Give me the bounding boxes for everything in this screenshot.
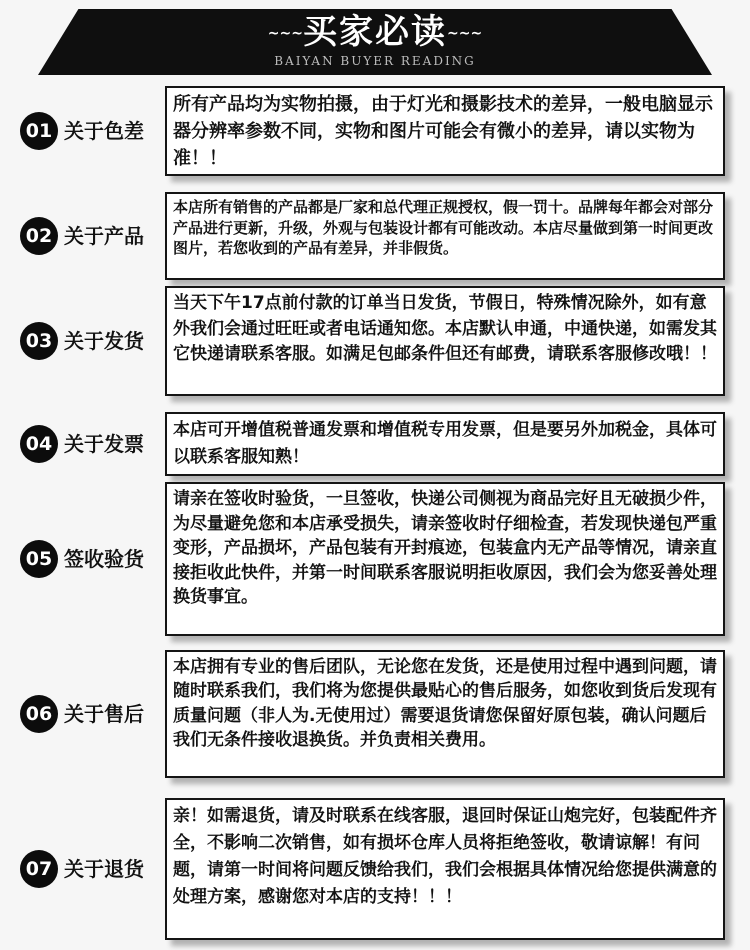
- number-badge: 03: [20, 322, 58, 360]
- notice-text-box: 本店拥有专业的售后团队，无论您在发货，还是使用过程中遇到问题，请随时联系我们，我们将为您提供最贴心的售后服务，如您收到货后发现有质量问题（非人为.无使用过）需要退货请您保留好原包装，确认问题后我们无条件接收退换货。并负责相关费用。: [165, 650, 725, 778]
- notice-label: [20, 322, 165, 360]
- notice-label: [20, 540, 165, 578]
- title-wave-left: ~~~: [267, 25, 303, 42]
- notice-label: [20, 695, 165, 733]
- notice-label: [20, 217, 165, 255]
- page-subtitle: BAIYAN BUYER READING: [274, 53, 476, 68]
- notice-item-color-difference: [0, 86, 750, 176]
- notice-item-product: [0, 192, 750, 280]
- notice-item-after-sales: [0, 650, 750, 778]
- notice-title: 关于产品: [64, 224, 144, 248]
- title-block: [0, 14, 750, 68]
- number-badge: 07: [20, 850, 58, 888]
- header: [0, 0, 750, 82]
- notice-label: [20, 425, 165, 463]
- number-badge: 06: [20, 695, 58, 733]
- notice-item-inspection: [0, 482, 750, 636]
- page-title: [0, 14, 750, 52]
- notice-item-returns: [0, 798, 750, 940]
- notice-text-box: 请亲在签收时验货，一旦签收，快递公司侧视为商品完好且无破损少件，为尽量避免您和本店承受损失，请亲签收时仔细检查，若发现快递包严重变形，产品损坏，产品包装有开封痕迹，包装盒内无产品等情况，请亲直接拒收此快件，并第一时间联系客服说明拒收原因，我们会为您妥善处理换货事宜。: [165, 482, 725, 636]
- notice-text-box: 当天下午17点前付款的订单当日发货，节假日，特殊情况除外，如有意外我们会通过旺旺或者电话通知您。本店默认申通，中通快递，如需发其它快递请联系客服。如满足包邮条件但还有邮费，请联系客服修改哦！！: [165, 286, 725, 396]
- title-wave-right: ~~~: [447, 25, 483, 42]
- number-badge: 01: [20, 112, 58, 150]
- notice-text-box: 本店所有销售的产品都是厂家和总代理正规授权，假一罚十。品牌每年都会对部分产品进行更新，升级，外观与包装设计都有可能改动。本店尽量做到第一时间更改图片，若您收到的产品有差异，并非假货。: [165, 192, 725, 280]
- notice-title: 关于售后: [64, 702, 144, 726]
- notice-title: 关于发货: [64, 329, 144, 353]
- notice-label: [20, 850, 165, 888]
- page-title-text: 买家必读: [303, 12, 447, 52]
- notice-text-box: 本店可开增值税普通发票和增值税专用发票，但是要另外加税金，具体可以联系客服知熟！: [165, 412, 725, 476]
- number-badge: 05: [20, 540, 58, 578]
- number-badge: 04: [20, 425, 58, 463]
- notice-title: 关于发票: [64, 432, 144, 456]
- notice-title: 关于退货: [64, 857, 144, 881]
- notice-item-invoice: [0, 412, 750, 476]
- notice-title: 签收验货: [64, 547, 144, 571]
- notice-title: 关于色差: [64, 119, 144, 143]
- number-badge: 02: [20, 217, 58, 255]
- notice-text-box: 所有产品均为实物拍摄，由于灯光和摄影技术的差异，一般电脑显示器分辨率参数不同，实物和图片可能会有微小的差异，请以实物为准！！: [165, 86, 725, 176]
- notice-item-shipping: [0, 286, 750, 396]
- notice-label: [20, 112, 165, 150]
- notice-text-box: 亲！如需退货，请及时联系在线客服，退回时保证山炮完好，包装配件齐全，不影响二次销售，如有损坏仓库人员将拒绝签收，敬请谅解！有问题，请第一时间将问题反馈给我们，我们会根据具体情况给您提供满意的处理方案，感谢您对本店的支持！！！: [165, 798, 725, 940]
